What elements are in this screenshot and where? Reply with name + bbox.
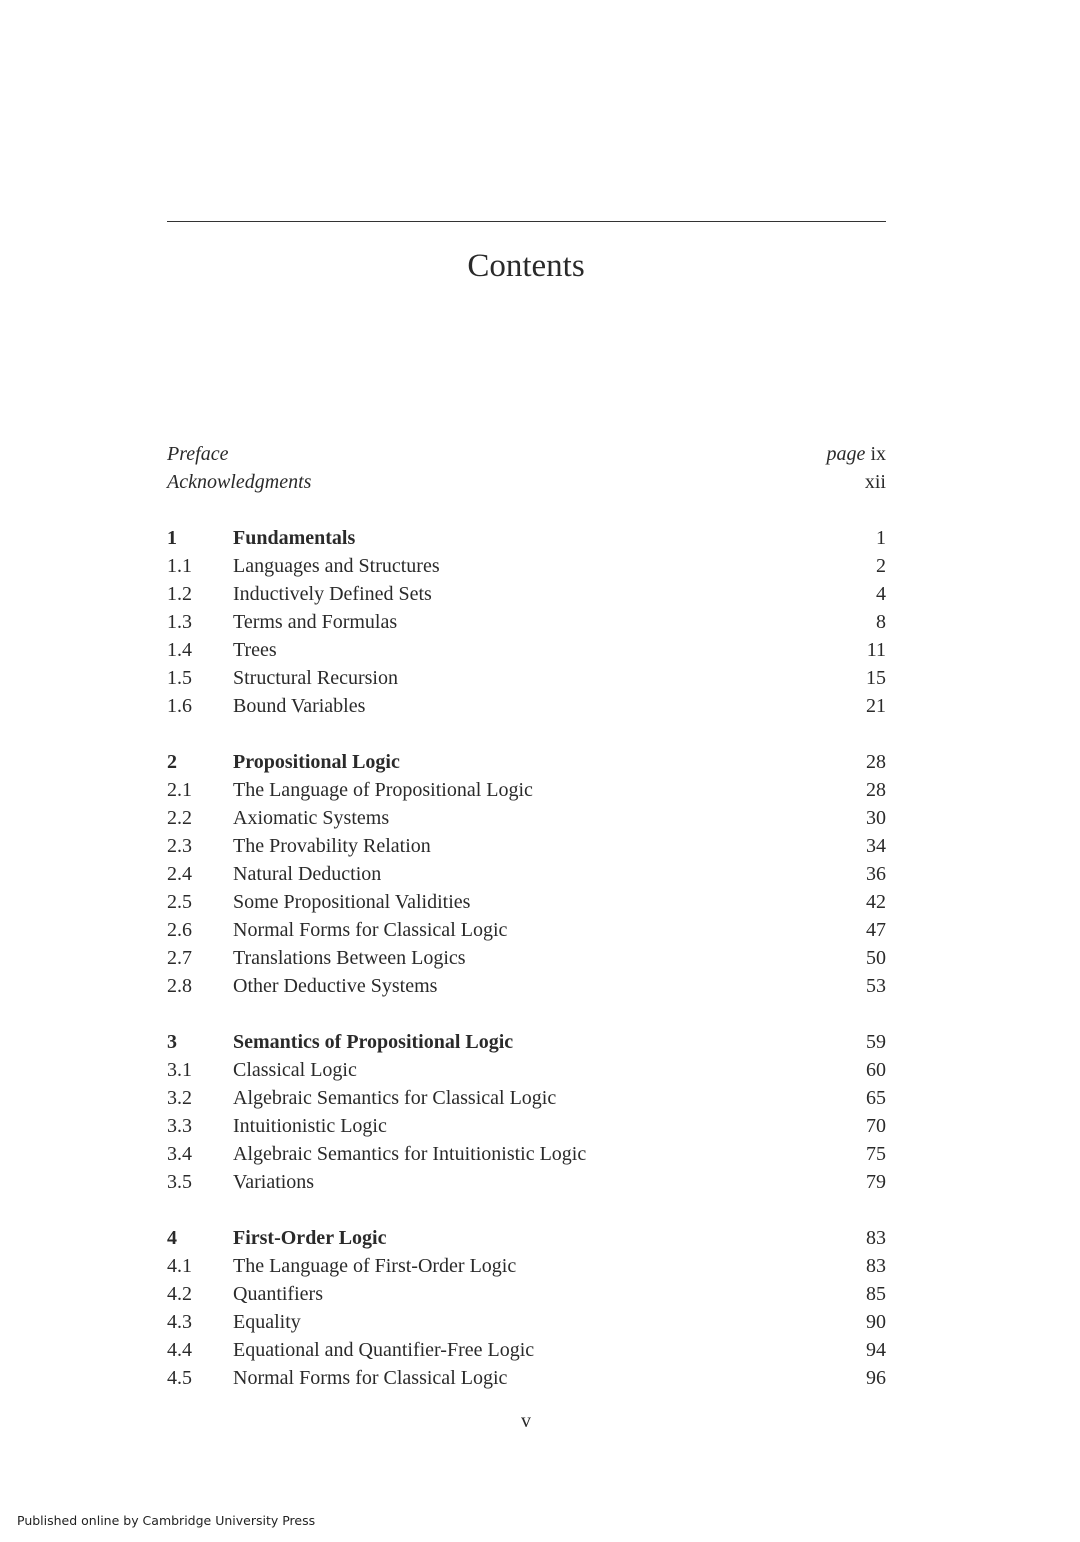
entry-page: 70 — [866, 1115, 886, 1137]
toc-section-3-2[interactable] — [167, 1084, 886, 1112]
entry-page: 4 — [876, 583, 886, 605]
entry-number: 3.1 — [167, 1059, 192, 1081]
entry-number: 4.5 — [167, 1367, 192, 1389]
entry-title: Bound Variables — [233, 695, 366, 717]
toc-section-2-2[interactable] — [167, 804, 886, 832]
toc-section-2-8[interactable] — [167, 972, 886, 1000]
entry-number: 3 — [167, 1031, 177, 1053]
entry-page: 83 — [866, 1255, 886, 1277]
entry-title: The Language of Propositional Logic — [233, 779, 533, 801]
toc-section-1-3[interactable] — [167, 608, 886, 636]
entry-title: Translations Between Logics — [233, 947, 466, 969]
entry-title: Variations — [233, 1171, 315, 1193]
entry-page: 96 — [866, 1367, 886, 1389]
entry-number: 2.5 — [167, 891, 192, 913]
entry-title: Intuitionistic Logic — [233, 1115, 387, 1137]
entry-page: 2 — [876, 555, 886, 577]
entry-page: 53 — [866, 975, 886, 997]
entry-number: 2.4 — [167, 863, 192, 885]
entry-number: 3.2 — [167, 1087, 192, 1109]
entry-title: Some Propositional Validities — [233, 891, 471, 913]
toc-section-3-1[interactable] — [167, 1056, 886, 1084]
chapter-list — [167, 496, 886, 1392]
entry-page: 28 — [866, 751, 886, 773]
section-gap — [167, 496, 886, 524]
toc-section-3-5[interactable] — [167, 1168, 886, 1196]
section-gap — [167, 1196, 886, 1224]
publisher-note: Published online by Cambridge University Press — [17, 1513, 316, 1528]
toc-entry-preface[interactable] — [167, 440, 886, 468]
page-number: v — [521, 1410, 531, 1432]
entry-page: 79 — [866, 1171, 886, 1193]
toc-section-2-6[interactable] — [167, 916, 886, 944]
page-title: Contents — [467, 248, 585, 284]
entry-number: 2.7 — [167, 947, 192, 969]
entry-title: Propositional Logic — [233, 751, 400, 773]
toc-section-1-1[interactable] — [167, 552, 886, 580]
section-gap — [167, 720, 886, 748]
entry-page: 85 — [866, 1283, 886, 1305]
toc-chapter-3[interactable] — [167, 1028, 886, 1056]
entry-page: 65 — [866, 1087, 886, 1109]
page-word: page — [826, 443, 866, 465]
entry-number: 2.2 — [167, 807, 192, 829]
entry-title: Fundamentals — [233, 527, 356, 549]
entry-title: The Provability Relation — [233, 835, 431, 857]
entry-page: 75 — [866, 1143, 886, 1165]
entry-title: Equality — [233, 1311, 301, 1333]
entry-number: 2.1 — [167, 779, 192, 801]
entry-number: 1.4 — [167, 639, 192, 661]
entry-page: 94 — [866, 1339, 886, 1361]
entry-title: Algebraic Semantics for Classical Logic — [233, 1087, 557, 1109]
entry-number: 3.3 — [167, 1115, 192, 1137]
header-rule — [167, 221, 886, 222]
entry-number: 4 — [167, 1227, 177, 1249]
entry-number: 4.3 — [167, 1311, 192, 1333]
entry-title: Normal Forms for Classical Logic — [233, 1367, 508, 1389]
toc-entry-page: xii — [864, 471, 886, 493]
entry-title: Equational and Quantifier-Free Logic — [233, 1339, 535, 1361]
toc-section-2-5[interactable] — [167, 888, 886, 916]
toc-section-1-5[interactable] — [167, 664, 886, 692]
entry-page: 60 — [866, 1059, 886, 1081]
entry-number: 3.4 — [167, 1143, 192, 1165]
toc-chapter-2[interactable] — [167, 748, 886, 776]
toc-section-4-4[interactable] — [167, 1336, 886, 1364]
entry-title: First-Order Logic — [233, 1227, 387, 1249]
entry-title: Algebraic Semantics for Intuitionistic Logic — [233, 1143, 587, 1165]
entry-title: Structural Recursion — [233, 667, 398, 689]
entry-title: Classical Logic — [233, 1059, 357, 1081]
entry-page: 30 — [866, 807, 886, 829]
entry-title: Languages and Structures — [233, 555, 440, 577]
toc-section-4-5[interactable] — [167, 1364, 886, 1392]
toc-section-2-1[interactable] — [167, 776, 886, 804]
entry-number: 1.1 — [167, 555, 192, 577]
entry-page: 11 — [866, 639, 886, 661]
toc-section-3-3[interactable] — [167, 1112, 886, 1140]
entry-number: 2.3 — [167, 835, 192, 857]
entry-title: The Language of First-Order Logic — [233, 1255, 517, 1277]
entry-page: 90 — [866, 1311, 886, 1333]
toc-section-4-2[interactable] — [167, 1280, 886, 1308]
toc-page-number: ix — [870, 443, 886, 465]
entry-title: Semantics of Propositional Logic — [233, 1031, 514, 1053]
entry-number: 4.4 — [167, 1339, 192, 1361]
entry-page: 1 — [876, 527, 886, 549]
entry-number: 2.8 — [167, 975, 192, 997]
entry-number: 3.5 — [167, 1171, 192, 1193]
entry-page: 59 — [866, 1031, 886, 1053]
entry-title: Inductively Defined Sets — [233, 583, 432, 605]
entry-page: 36 — [866, 863, 886, 885]
entry-page: 42 — [866, 891, 886, 913]
entry-page: 34 — [866, 835, 886, 857]
entry-title: Terms and Formulas — [233, 611, 398, 633]
toc-chapter-1[interactable] — [167, 524, 886, 552]
toc-section-1-2[interactable] — [167, 580, 886, 608]
table-of-contents — [167, 440, 886, 1392]
entry-number: 1 — [167, 527, 177, 549]
toc-entry-page — [827, 440, 886, 468]
entry-number: 2.6 — [167, 919, 192, 941]
toc-entry-acknowledgments[interactable] — [167, 468, 886, 496]
toc-section-1-6[interactable] — [167, 692, 886, 720]
entry-page: 83 — [866, 1227, 886, 1249]
entry-number: 4.1 — [167, 1255, 192, 1277]
entry-page: 50 — [866, 947, 886, 969]
entry-page: 15 — [866, 667, 886, 689]
entry-page: 47 — [866, 919, 886, 941]
entry-number: 2 — [167, 751, 177, 773]
toc-section-4-3[interactable] — [167, 1308, 886, 1336]
entry-title: Axiomatic Systems — [233, 807, 390, 829]
toc-section-2-4[interactable] — [167, 860, 886, 888]
entry-title: Trees — [233, 639, 277, 661]
entry-number: 1.2 — [167, 583, 192, 605]
entry-number: 4.2 — [167, 1283, 192, 1305]
toc-section-2-3[interactable] — [167, 832, 886, 860]
entry-title: Natural Deduction — [233, 863, 382, 885]
section-gap — [167, 1000, 886, 1028]
entry-page: 28 — [866, 779, 886, 801]
toc-section-2-7[interactable] — [167, 944, 886, 972]
entry-page: 8 — [876, 611, 886, 633]
toc-chapter-4[interactable] — [167, 1224, 886, 1252]
entry-title: Normal Forms for Classical Logic — [233, 919, 508, 941]
entry-title: Quantifiers — [233, 1283, 323, 1305]
toc-section-3-4[interactable] — [167, 1140, 886, 1168]
entry-number: 1.3 — [167, 611, 192, 633]
entry-page: 21 — [866, 695, 886, 717]
entry-number: 1.6 — [167, 695, 192, 717]
toc-section-4-1[interactable] — [167, 1252, 886, 1280]
toc-entry-label: Acknowledgments — [167, 471, 312, 493]
toc-entry-label: Preface — [167, 443, 229, 465]
entry-number: 1.5 — [167, 667, 192, 689]
toc-section-1-4[interactable] — [167, 636, 886, 664]
entry-title: Other Deductive Systems — [233, 975, 438, 997]
